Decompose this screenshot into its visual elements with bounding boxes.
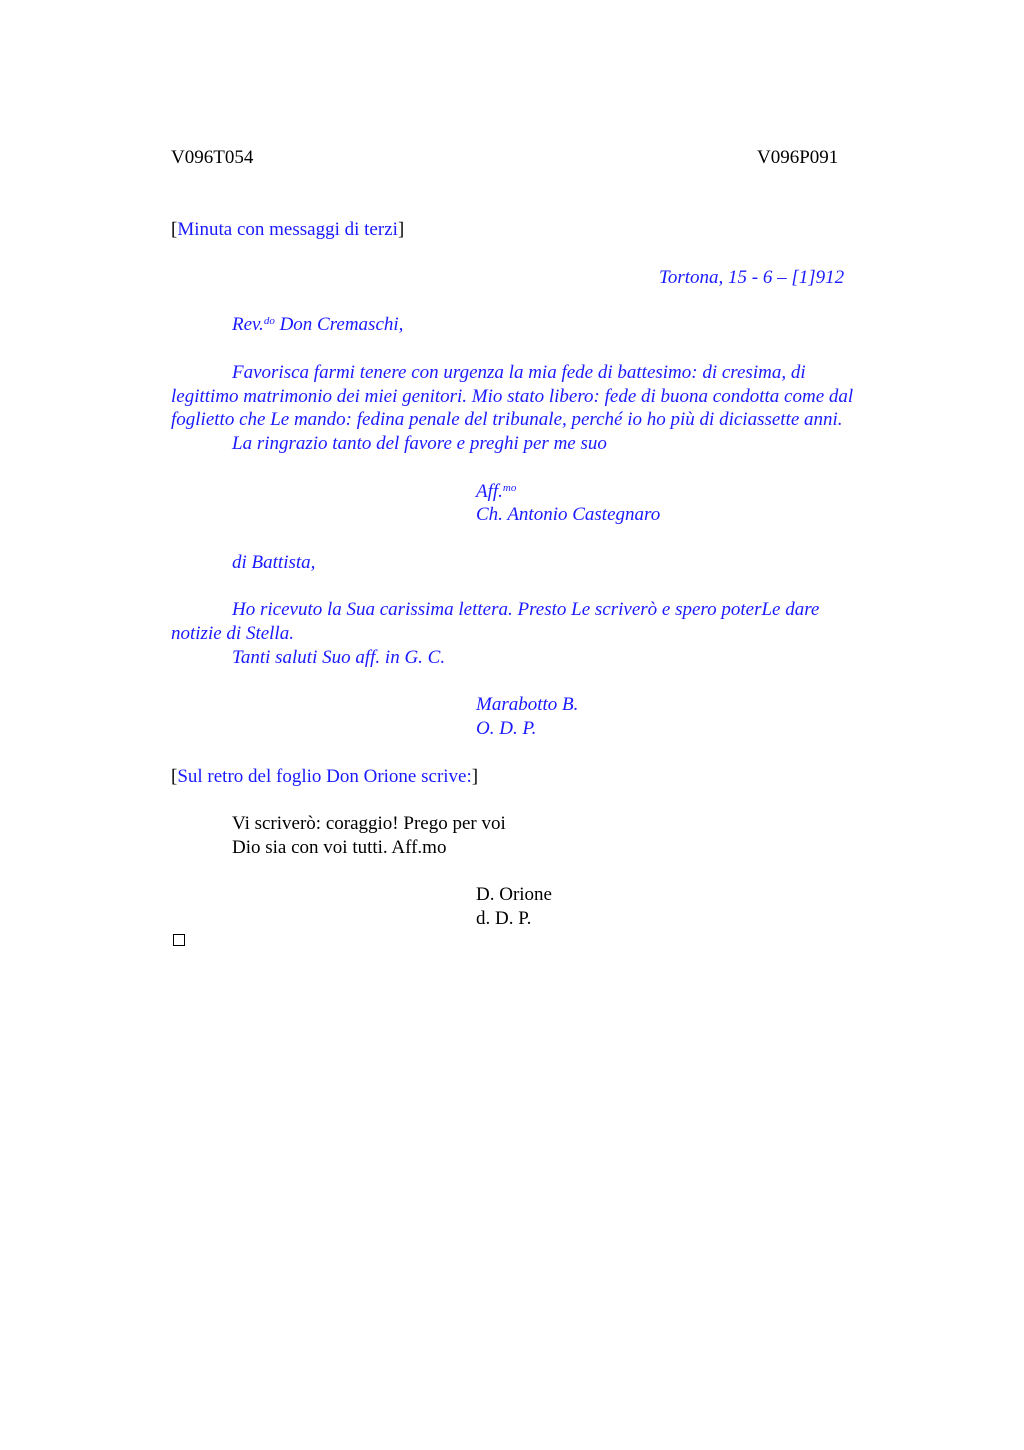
letter3-body-line-1: Vi scriverò: coraggio! Prego per voi: [232, 813, 506, 834]
end-of-document-square-icon: [173, 934, 185, 946]
letter1-body-line-4: La ringrazio tanto del favore e preghi per me suo: [232, 433, 607, 454]
bracket-open: [: [171, 766, 178, 787]
letter1-signature: Ch. Antonio Castegnaro: [476, 504, 661, 525]
letter2-signature-line-2: O. D. P.: [476, 718, 537, 739]
closing-superscript: mo: [502, 482, 517, 494]
letter2-salutation: di Battista,: [232, 552, 316, 573]
letter1-closing: [476, 480, 516, 504]
letter1-body-line-3: foglietto che Le mando: fedina penale del tribunale, perché io ho più di diciassette anni.: [171, 409, 843, 430]
letter2-body-line-3: Tanti saluti Suo aff. in G. C.: [232, 647, 446, 668]
place-date: Tortona, 15 - 6 – [1]912: [659, 267, 845, 288]
letter1-body-line-2: legittimo matrimonio dei miei genitori. Mio stato libero: fede di buona condotta come dal: [171, 386, 854, 407]
letter2-body-line-1: Ho ricevuto la Sua carissima lettera. Presto Le scriverò e spero poterLe dare: [232, 599, 820, 620]
editorial-note-retro: [171, 765, 478, 789]
bracket-close: ]: [471, 766, 479, 787]
closing-abbrev: Aff.: [476, 481, 503, 502]
editorial-note-minuta: [171, 218, 404, 242]
document-code-left: V096T054: [171, 147, 254, 168]
letter2-body-line-2: notizie di Stella.: [171, 623, 294, 644]
editorial-note-text: Minuta con messaggi di terzi: [177, 219, 398, 240]
letter3-body-line-2: Dio sia con voi tutti. Aff.mo: [232, 837, 447, 858]
salutation-superscript: do: [263, 315, 275, 327]
salutation-abbrev: Rev.: [232, 314, 264, 335]
letter3-signature-line-1: D. Orione: [476, 884, 552, 905]
letter3-signature-line-2: d. D. P.: [476, 908, 532, 929]
document-code-right: V096P091: [757, 147, 839, 168]
letter1-body-line-1: Favorisca farmi tenere con urgenza la mia fede di battesimo: di cresima, di: [232, 362, 806, 383]
bracket-open: [: [171, 219, 178, 240]
salutation-name: Don Cremaschi,: [274, 314, 404, 335]
editorial-note-text: Sul retro del foglio Don Orione scrive:: [177, 766, 472, 787]
letter2-signature-line-1: Marabotto B.: [476, 694, 579, 715]
salutation-cremaschi: [232, 313, 403, 337]
bracket-close: ]: [397, 219, 405, 240]
